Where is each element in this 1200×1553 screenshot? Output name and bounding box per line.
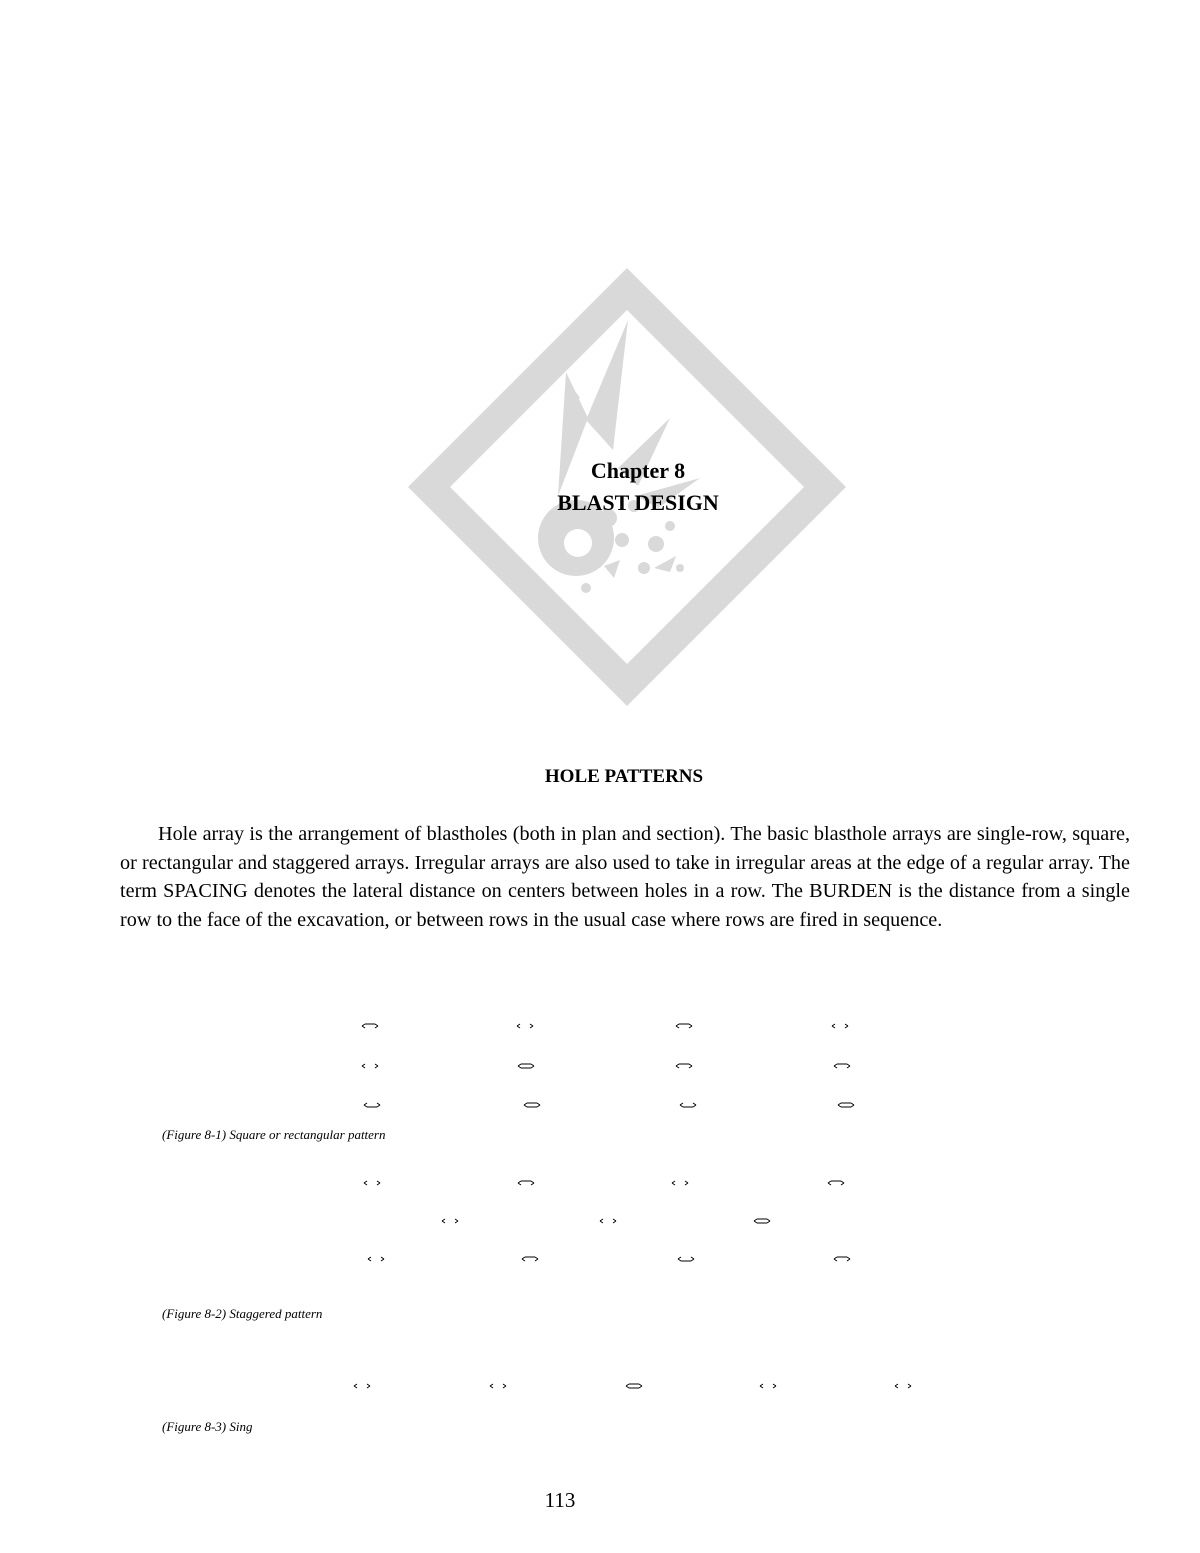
blasthole-marker: [362, 1179, 382, 1187]
body-paragraph: Hole array is the arrangement of blastholes (both in plan and section). The basic blasthole arrays are single-row, square, or rectangular and staggered arrays. Irregular arrays are also used to take in irregular areas at the edge of a regular array. The term SPACING denotes the lateral distance on centers between holes in a row. The BURDEN is the distance from a single row to the face of the excavation, or between rows in the usual case where rows are fired in sequence.: [120, 823, 1130, 931]
section-heading: HOLE PATTERNS: [544, 766, 704, 787]
blasthole-marker: [893, 1382, 913, 1390]
blasthole-marker: [674, 1062, 694, 1070]
figure-caption: (Figure 8-2) Staggered pattern: [162, 1306, 323, 1321]
blasthole-marker: [515, 1022, 535, 1030]
blasthole-marker: [758, 1382, 778, 1390]
blasthole-marker: [522, 1101, 542, 1109]
blasthole-marker: [516, 1179, 536, 1187]
figure-caption: (Figure 8-3) Sing: [162, 1419, 253, 1434]
blasthole-marker: [678, 1101, 698, 1109]
blasthole-marker: [826, 1179, 846, 1187]
blasthole-marker: [440, 1217, 460, 1225]
blasthole-marker: [836, 1101, 856, 1109]
blasthole-marker: [360, 1022, 380, 1030]
blasthole-marker: [362, 1101, 382, 1109]
blasthole-marker: [830, 1022, 850, 1030]
blasthole-marker: [366, 1255, 386, 1263]
blasthole-marker: [488, 1382, 508, 1390]
blasthole-marker: [360, 1062, 380, 1070]
blasthole-marker: [752, 1217, 772, 1225]
blasthole-marker: [832, 1255, 852, 1263]
blasthole-marker: [670, 1179, 690, 1187]
blasthole-marker: [598, 1217, 618, 1225]
blasthole-marker: [520, 1255, 540, 1263]
chapter-title: BLAST DESIGN: [557, 490, 719, 515]
chapter-number: Chapter 8: [590, 458, 686, 483]
blasthole-marker: [832, 1062, 852, 1070]
chapter-heading: [438, 455, 838, 519]
blasthole-marker: [674, 1022, 694, 1030]
page-number: 113: [544, 1488, 576, 1512]
blasthole-marker: [624, 1382, 644, 1390]
blasthole-marker: [516, 1062, 536, 1070]
blasthole-marker: [352, 1382, 372, 1390]
blasthole-marker: [676, 1255, 696, 1263]
figure-caption: (Figure 8-1) Square or rectangular pattern: [162, 1127, 386, 1142]
